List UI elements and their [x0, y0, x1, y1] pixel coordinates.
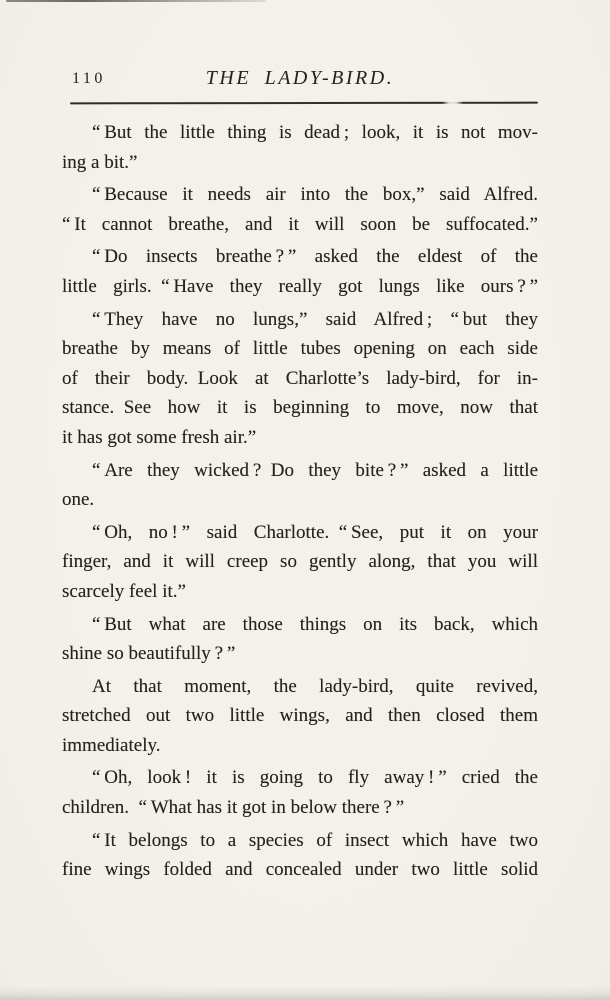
text-line: “ Are they wicked ? Do they bite ? ” asked a little [92, 459, 538, 481]
text-line: little girls. “ Have they really got lungs like ours ? ” [62, 275, 538, 297]
text-line: “ It cannot breathe, and it will soon be suffocated.” [62, 213, 538, 235]
text-line: “ Oh, look ! it is going to fly away ! ” cried the [92, 767, 538, 789]
paragraph [62, 456, 538, 515]
page-header [62, 67, 538, 93]
scan-artifact-bottom-band [0, 986, 610, 1000]
text-line: of their body. Look at Charlotte’s lady-bird, for in- [62, 367, 538, 389]
paragraph [62, 242, 538, 301]
text-line: one. [62, 489, 95, 511]
text-line: scarcely feel it.” [62, 580, 186, 602]
text-line: breathe by means of little tubes opening on each side [62, 338, 538, 360]
text-line: stretched out two little wings, and then closed them [62, 705, 538, 727]
text-line: stance. See how it is beginning to move, now that [62, 397, 538, 419]
paragraph [62, 518, 538, 607]
text-line: “ Oh, no ! ” said Charlotte. “ See, put it on your [92, 521, 538, 543]
scan-artifact-top-streak [6, 0, 266, 2]
paragraph [62, 672, 538, 761]
text-line: ing a bit.” [62, 151, 138, 173]
header-rule [70, 102, 538, 105]
text-line: immediately. [62, 734, 161, 756]
page-number: 110 [72, 70, 106, 87]
paragraph [62, 826, 538, 885]
text-line: “ But the little thing is dead ; look, it is not mov- [92, 122, 538, 143]
text-line: children. “ What has it got in below there ? ” [62, 797, 405, 819]
text-line: shine so beautifully ? ” [62, 643, 236, 665]
paragraph [62, 610, 538, 669]
text-line: At that moment, the lady-bird, quite revived, [92, 675, 538, 697]
text-line: finger, and it will creep so gently along, that you will [62, 551, 538, 573]
paragraph [62, 180, 538, 239]
paragraph [62, 118, 538, 177]
running-title: THE LADY-BIRD. [205, 67, 395, 89]
text-line: it has got some fresh air.” [62, 426, 257, 448]
page-body [62, 118, 538, 885]
text-line: “ They have no lungs,” said Alfred ; “ but they [92, 308, 538, 330]
text-line: “ But what are those things on its back, which [92, 613, 538, 635]
paragraph [62, 763, 538, 822]
text-line: fine wings folded and concealed under two little solid [62, 859, 538, 881]
paragraph [62, 305, 538, 453]
text-line: “ Do insects breathe ? ” asked the eldest of the [92, 246, 538, 268]
text-line: “ It belongs to a species of insect which have two [92, 829, 538, 851]
text-line: “ Because it needs air into the box,” said Alfred. [92, 184, 538, 206]
